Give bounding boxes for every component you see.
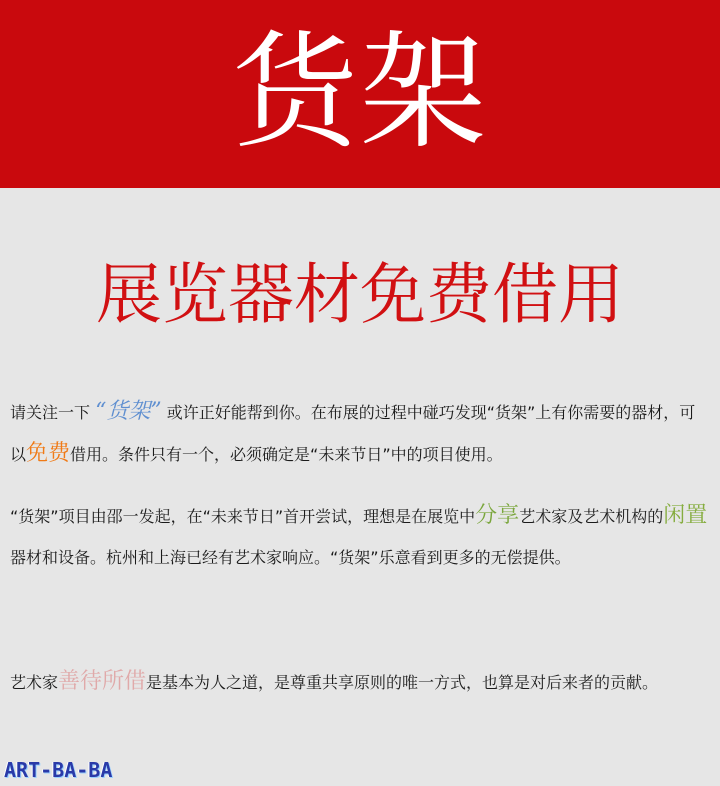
intro-text-1: 请关注一下 [10, 403, 91, 422]
page-title: 货架 [232, 19, 488, 166]
project-text-2: 艺术家及艺术机构的 [519, 507, 664, 526]
highlight-free: 免费 [26, 441, 71, 466]
page-subtitle: 展览器材免费借用 [96, 256, 624, 333]
project-text-3: 器材和设备。杭州和上海已经有艺术家响应。“货架”乐意看到更多的无偿提供。 [10, 548, 571, 567]
highlight-share: 分享 [475, 503, 520, 528]
highlight-treat-well: 善待所借 [58, 669, 147, 694]
etiquette-text-2: 是基本为人之道，是尊重共享原则的唯一方式，也算是对后来者的贡献。 [146, 673, 659, 692]
project-text-1: “货架”项目由邵一发起，在“未来节日”首开尝试，理想是在展览中 [10, 507, 476, 526]
art-ba-ba-logo: ART-BA-BA [4, 758, 113, 782]
highlight-idle: 闲置 [663, 503, 708, 528]
etiquette-text-1: 艺术家 [10, 673, 59, 692]
intro-text-2: 或许正好能帮到你。在布展的过程中碰巧发现“货架”上有你需要的器材，可以 [10, 403, 696, 464]
etiquette-paragraph [10, 661, 710, 703]
project-paragraph [10, 495, 710, 578]
intro-paragraph [10, 391, 710, 475]
highlight-huojia: “货架” [95, 399, 162, 424]
intro-text-3: 借用。条件只有一个，必须确定是“未来节日”中的项目使用。 [70, 445, 503, 464]
